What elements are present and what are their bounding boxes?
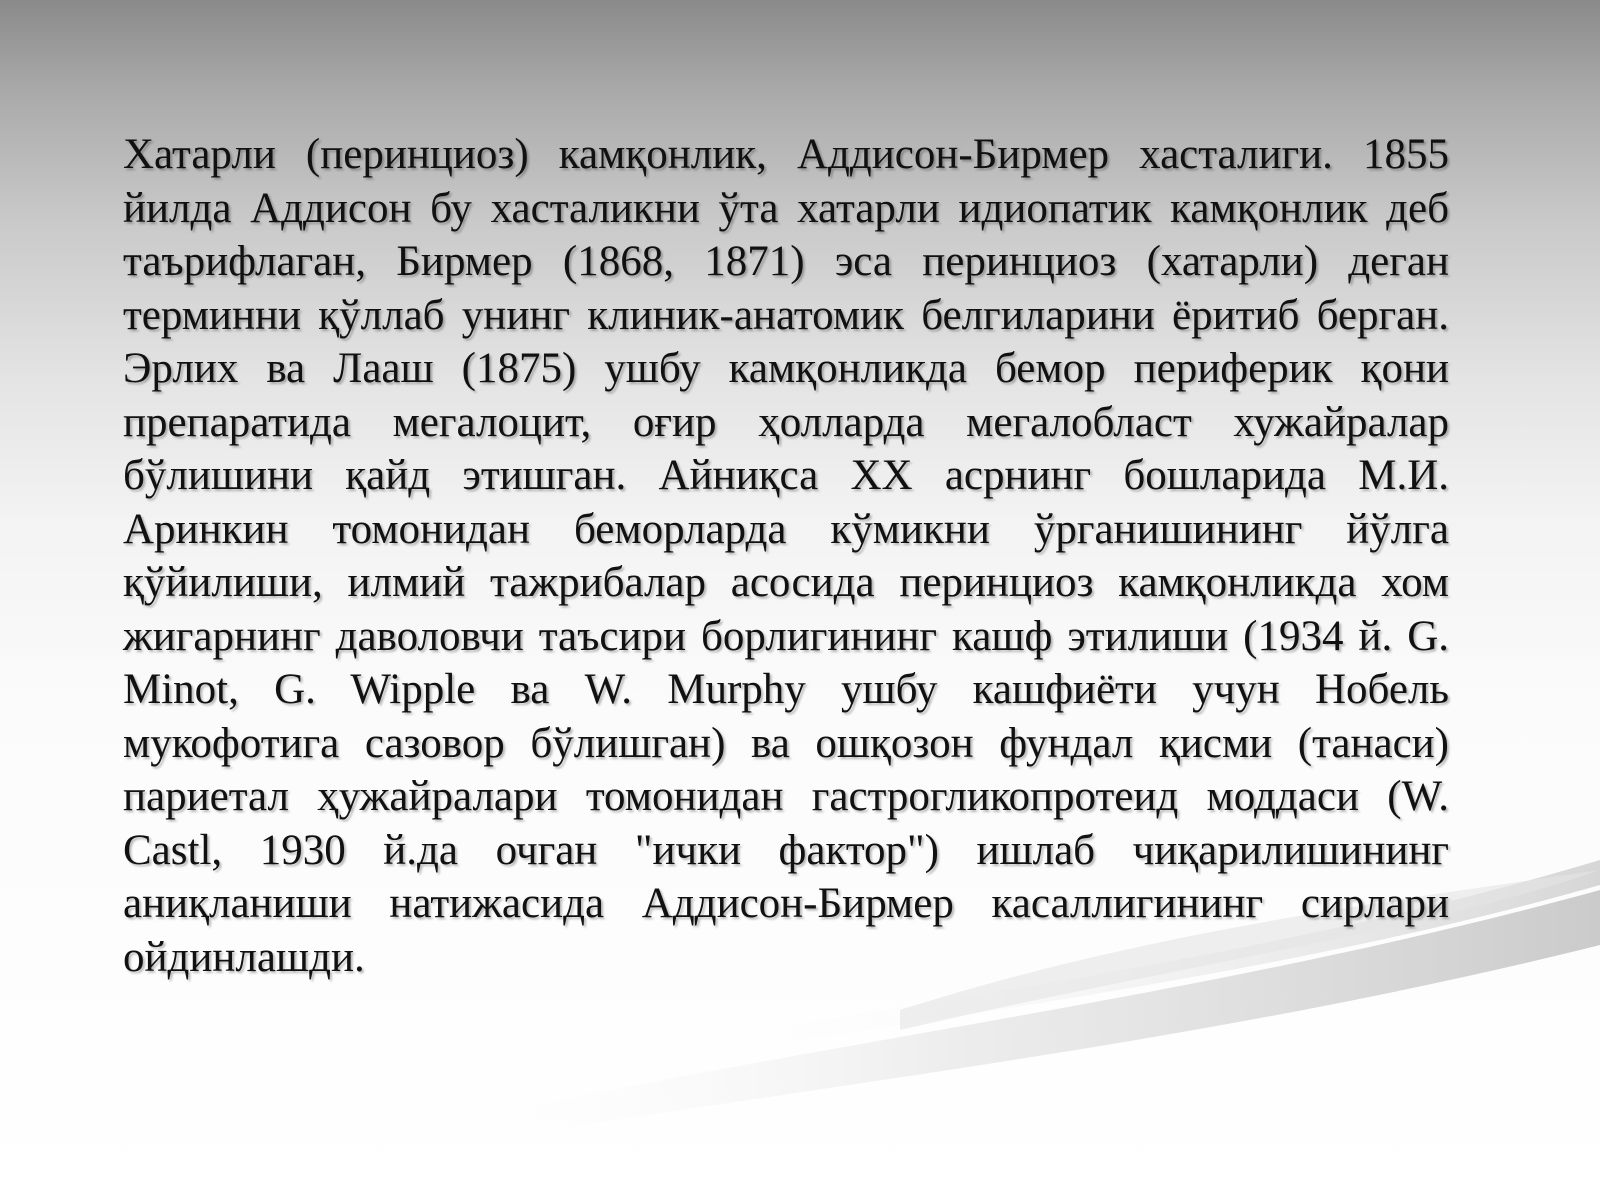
body-paragraph: Хатарли (перинциоз) камқонлик, Аддисон-Бирмер хасталиги. 1855 йилда Аддисон бу хасталикни ўта хатарли идиопатик камқонлик деб таърифлаган, Бирмер (1868, 1871) эса перинциоз (хатарли) деган терминни қўллаб унинг клиник-анатомик белгиларини ёритиб берган. Эрлих ва Лааш (1875) ушбу камқонликда бемор периферик қони препаратида мегалоцит, оғир ҳолларда мегалобласт хужайралар бўлишини қайд этишган. Айниқса XX асрнинг бошларида М.И. Аринкин томонидан беморларда кўмикни ўрганишининг йўлга қўйилиши, илмий тажрибалар асосида перинциоз камқонликда хом жигарнинг даволовчи таъсири борлигининг кашф этилиши (1934 й. G. Minot, G. Wipple ва W. Murphy ушбу кашфиёти учун Нобель мукофотига сазовор бўлишган) ва ошқозон фундал қисми (танаси) париетал ҳужайралари томонидан гастрогликопротеид моддаси (W. Castl, 1930 й.да очган "ички фактор") ишлаб чиқарилишининг аниқланиши натижасида Аддисон-Бирмер касаллигининг сирлари ойдинлашди. (123, 131, 1449, 981)
